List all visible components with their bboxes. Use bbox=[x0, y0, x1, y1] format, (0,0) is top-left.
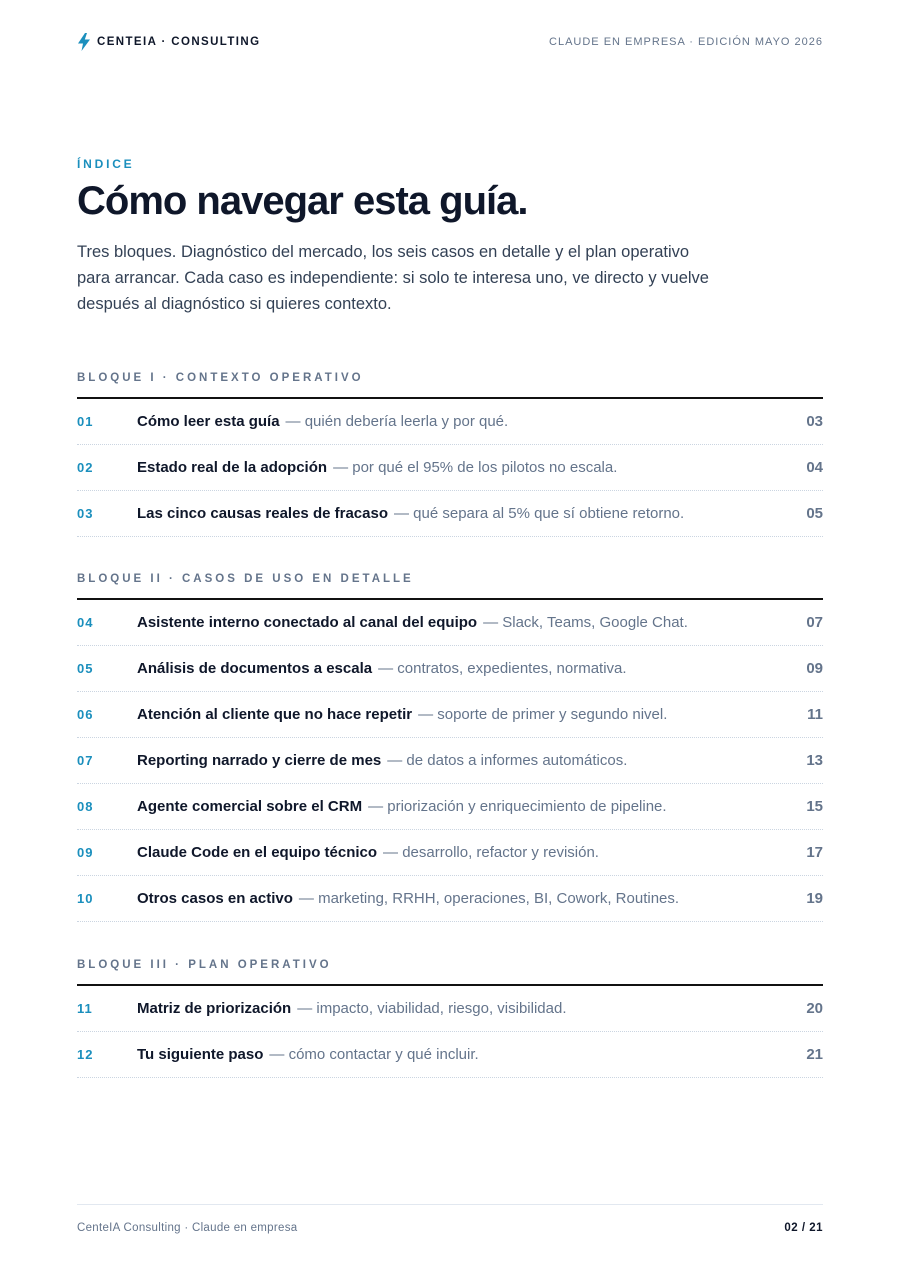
section-eyebrow: ÍNDICE bbox=[77, 157, 135, 171]
toc-description: — soporte de primer y segundo nivel. bbox=[418, 706, 668, 723]
toc-number: 05 bbox=[77, 661, 94, 676]
toc-entry bbox=[137, 459, 806, 476]
toc-block-3 bbox=[77, 958, 823, 1078]
toc-description: — cómo contactar y qué incluir. bbox=[269, 1046, 479, 1063]
toc-entry bbox=[137, 1000, 806, 1017]
toc-page-number: 09 bbox=[806, 660, 823, 677]
toc-page-number: 11 bbox=[807, 706, 823, 723]
toc-number: 04 bbox=[77, 615, 94, 630]
toc-description: — Slack, Teams, Google Chat. bbox=[483, 614, 688, 631]
toc-row[interactable] bbox=[77, 399, 823, 445]
toc-number: 06 bbox=[77, 707, 94, 722]
toc-page-number: 15 bbox=[806, 798, 823, 815]
toc-entry bbox=[137, 614, 806, 631]
toc-page-number: 21 bbox=[806, 1046, 823, 1063]
toc-entry bbox=[137, 752, 806, 769]
toc-description: — contratos, expedientes, normativa. bbox=[378, 660, 627, 677]
toc-description: — qué separa al 5% que sí obtiene retorno. bbox=[393, 505, 685, 522]
toc-title: Asistente interno conectado al canal del equipo bbox=[137, 614, 478, 631]
toc-page-number: 13 bbox=[806, 752, 823, 769]
toc-entry bbox=[137, 1046, 806, 1063]
lightning-bolt-icon bbox=[77, 33, 91, 51]
toc-title: Agente comercial sobre el CRM bbox=[137, 798, 363, 815]
toc-row[interactable] bbox=[77, 692, 823, 738]
toc-description: — desarrollo, refactor y revisión. bbox=[383, 844, 599, 861]
toc-title: Las cinco causas reales de fracaso bbox=[137, 505, 388, 522]
toc-number: 11 bbox=[77, 1001, 93, 1016]
toc-row[interactable] bbox=[77, 491, 823, 537]
page bbox=[77, 0, 823, 1273]
toc-title: Cómo leer esta guía bbox=[137, 413, 280, 430]
edition-label: CLAUDE EN EMPRESA · EDICIÓN MAYO 2026 bbox=[549, 36, 823, 48]
toc-row[interactable] bbox=[77, 986, 823, 1032]
toc-description: — impacto, viabilidad, riesgo, visibilidad. bbox=[297, 1000, 567, 1017]
brand-name: CENTEIA · CONSULTING bbox=[97, 36, 261, 48]
toc-number: 10 bbox=[77, 891, 94, 906]
toc-entry bbox=[137, 505, 806, 522]
toc-description: — priorización y enriquecimiento de pipeline. bbox=[368, 798, 667, 815]
toc-page-number: 04 bbox=[806, 459, 823, 476]
toc-page-number: 03 bbox=[806, 413, 823, 430]
toc-description: — quién debería leerla y por qué. bbox=[285, 413, 509, 430]
footer-divider bbox=[77, 1204, 823, 1205]
toc-row[interactable] bbox=[77, 876, 823, 922]
toc-number: 01 bbox=[77, 414, 94, 429]
toc-title: Tu siguiente paso bbox=[137, 1046, 264, 1063]
block-title: BLOQUE III · PLAN OPERATIVO bbox=[77, 959, 332, 971]
toc-block-2 bbox=[77, 572, 823, 922]
toc-page-number: 20 bbox=[806, 1000, 823, 1017]
toc-page-number: 07 bbox=[806, 614, 823, 631]
toc-description: — marketing, RRHH, operaciones, BI, Cowork, Routines. bbox=[298, 890, 680, 907]
block-title: BLOQUE I · CONTEXTO OPERATIVO bbox=[77, 372, 364, 384]
toc-entry bbox=[137, 660, 806, 677]
toc-title: Claude Code en el equipo técnico bbox=[137, 844, 378, 861]
footer-text: CenteIA Consulting · Claude en empresa bbox=[77, 1222, 298, 1234]
toc-title: Reporting narrado y cierre de mes bbox=[137, 752, 382, 769]
toc-number: 08 bbox=[77, 799, 94, 814]
toc-description: — por qué el 95% de los pilotos no escala. bbox=[333, 459, 618, 476]
toc-number: 03 bbox=[77, 506, 94, 521]
toc-page-number: 17 bbox=[806, 844, 823, 861]
toc-block-1 bbox=[77, 371, 823, 537]
toc-row[interactable] bbox=[77, 600, 823, 646]
toc-row[interactable] bbox=[77, 646, 823, 692]
toc-number: 12 bbox=[77, 1047, 94, 1062]
toc-number: 07 bbox=[77, 753, 94, 768]
page-counter: 02 / 21 bbox=[784, 1222, 823, 1234]
toc-page-number: 05 bbox=[806, 505, 823, 522]
toc-number: 09 bbox=[77, 845, 94, 860]
toc-entry bbox=[137, 844, 806, 861]
toc-title: Análisis de documentos a escala bbox=[137, 660, 373, 677]
toc-title: Otros casos en activo bbox=[137, 890, 293, 907]
toc-row[interactable] bbox=[77, 445, 823, 491]
page-header bbox=[77, 33, 823, 53]
toc-title: Estado real de la adopción bbox=[137, 459, 328, 476]
toc-entry bbox=[137, 890, 806, 907]
toc-description: — de datos a informes automáticos. bbox=[387, 752, 628, 769]
toc-row[interactable] bbox=[77, 1032, 823, 1078]
brand bbox=[77, 33, 260, 51]
toc-number: 02 bbox=[77, 460, 94, 475]
toc-row[interactable] bbox=[77, 784, 823, 830]
page-title: Cómo navegar esta guía. bbox=[77, 179, 528, 223]
toc-title: Atención al cliente que no hace repetir bbox=[137, 706, 413, 723]
toc-entry bbox=[137, 706, 807, 723]
toc-entry bbox=[137, 413, 806, 430]
toc-row[interactable] bbox=[77, 830, 823, 876]
toc-title: Matriz de priorización bbox=[137, 1000, 292, 1017]
block-title: BLOQUE II · CASOS DE USO EN DETALLE bbox=[77, 573, 414, 585]
toc-page-number: 19 bbox=[806, 890, 823, 907]
toc-entry bbox=[137, 798, 806, 815]
intro-paragraph: Tres bloques. Diagnóstico del mercado, los seis casos en detalle y el plan operativo para arrancar. Cada caso es independiente: si solo te interesa uno, ve directo y vuelve después al diagnóstico si quieres contexto. bbox=[77, 243, 709, 313]
toc-row[interactable] bbox=[77, 738, 823, 784]
